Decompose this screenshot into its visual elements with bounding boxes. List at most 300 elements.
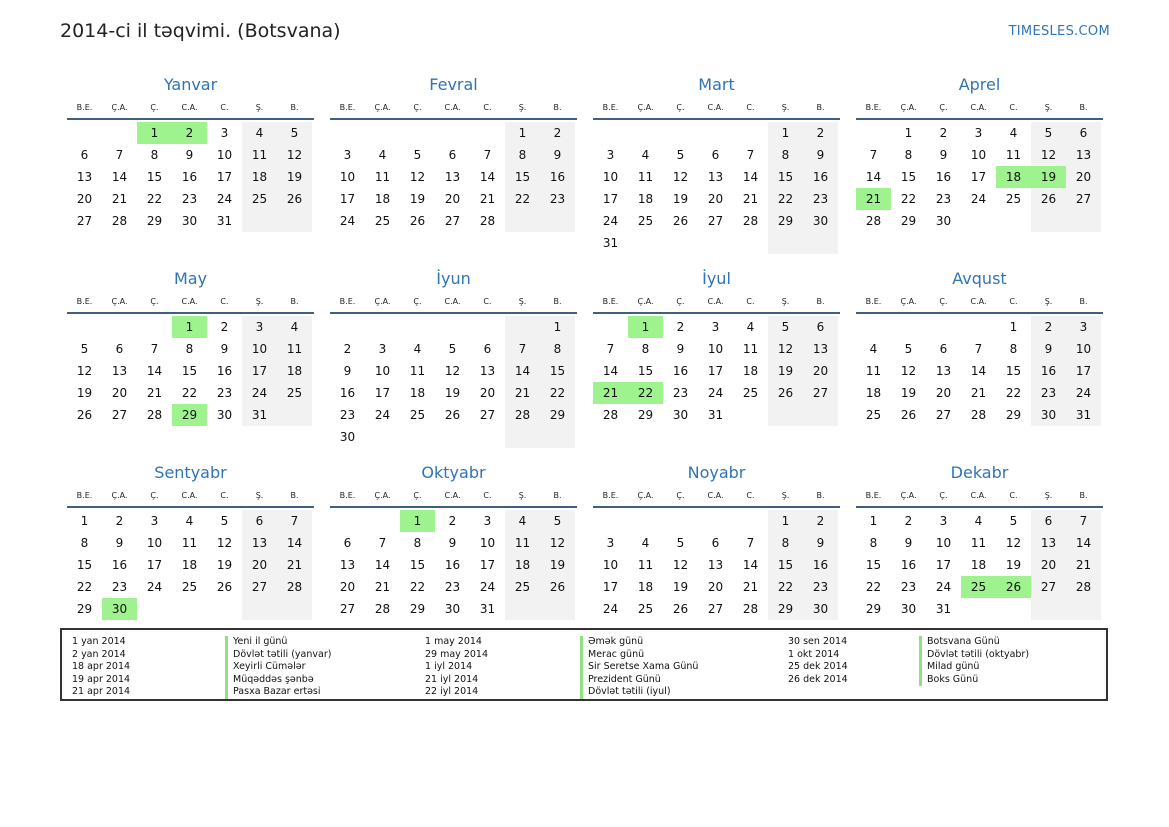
day-cell[interactable]: 3 [220, 126, 229, 140]
day-cell[interactable]: 20 [479, 386, 496, 400]
day-cell[interactable]: 3 [483, 514, 492, 528]
day-cell[interactable]: 11 [181, 536, 198, 550]
day-cell[interactable]: 15 [768, 166, 803, 188]
day-cell[interactable]: 6 [1031, 510, 1066, 532]
day-cell[interactable]: 5 [676, 148, 685, 162]
day-cell[interactable]: 19 [768, 360, 803, 382]
day-cell[interactable]: 17 [146, 558, 163, 572]
day-cell[interactable]: 28 [374, 602, 391, 616]
day-cell[interactable]: 6 [711, 536, 720, 550]
day-cell[interactable]: 27 [242, 576, 277, 598]
day-cell[interactable]: 7 [974, 342, 983, 356]
day-cell[interactable]: 12 [444, 364, 461, 378]
day-cell[interactable]: 28 [277, 576, 312, 598]
day-cell[interactable]: 1 [505, 122, 540, 144]
day-cell[interactable]: 24 [935, 580, 952, 594]
day-cell[interactable]: 20 [803, 360, 838, 382]
day-cell[interactable]: 11 [374, 170, 391, 184]
day-cell[interactable]: 23 [111, 580, 128, 594]
day-cell[interactable]: 3 [378, 342, 387, 356]
day-cell[interactable]: 23 [181, 192, 198, 206]
holiday-day-cell[interactable]: 30 [102, 598, 137, 620]
day-cell[interactable]: 11 [1005, 148, 1022, 162]
day-cell[interactable]: 5 [1009, 514, 1018, 528]
day-cell[interactable]: 18 [181, 558, 198, 572]
day-cell[interactable]: 15 [181, 364, 198, 378]
day-cell[interactable]: 31 [707, 408, 724, 422]
day-cell[interactable]: 1 [768, 122, 803, 144]
day-cell[interactable]: 11 [242, 144, 277, 166]
day-cell[interactable]: 24 [216, 192, 233, 206]
day-cell[interactable]: 2 [540, 122, 575, 144]
day-cell[interactable]: 30 [339, 430, 356, 444]
day-cell[interactable]: 16 [803, 166, 838, 188]
day-cell[interactable]: 5 [676, 536, 685, 550]
day-cell[interactable]: 23 [803, 576, 838, 598]
day-cell[interactable]: 10 [216, 148, 233, 162]
day-cell[interactable]: 13 [339, 558, 356, 572]
day-cell[interactable]: 26 [409, 214, 426, 228]
day-cell[interactable]: 13 [803, 338, 838, 360]
day-cell[interactable]: 11 [637, 170, 654, 184]
holiday-day-cell[interactable]: 29 [172, 404, 207, 426]
day-cell[interactable]: 1 [869, 514, 878, 528]
day-cell[interactable]: 10 [1066, 338, 1101, 360]
day-cell[interactable]: 27 [76, 214, 93, 228]
day-cell[interactable]: 25 [242, 188, 277, 210]
day-cell[interactable]: 17 [970, 170, 987, 184]
day-cell[interactable]: 6 [939, 342, 948, 356]
day-cell[interactable]: 3 [606, 148, 615, 162]
day-cell[interactable]: 6 [483, 342, 492, 356]
day-cell[interactable]: 24 [479, 580, 496, 594]
day-cell[interactable]: 14 [277, 532, 312, 554]
day-cell[interactable]: 8 [540, 338, 575, 360]
day-cell[interactable]: 13 [479, 364, 496, 378]
day-cell[interactable]: 12 [768, 338, 803, 360]
day-cell[interactable]: 14 [602, 364, 619, 378]
day-cell[interactable]: 1 [768, 510, 803, 532]
day-cell[interactable]: 7 [483, 148, 492, 162]
day-cell[interactable]: 16 [444, 558, 461, 572]
day-cell[interactable]: 17 [707, 364, 724, 378]
day-cell[interactable]: 4 [641, 536, 650, 550]
day-cell[interactable]: 26 [277, 188, 312, 210]
day-cell[interactable]: 5 [540, 510, 575, 532]
day-cell[interactable]: 14 [479, 170, 496, 184]
day-cell[interactable]: 4 [185, 514, 194, 528]
day-cell[interactable]: 17 [216, 170, 233, 184]
day-cell[interactable]: 21 [742, 192, 759, 206]
day-cell[interactable]: 18 [865, 386, 882, 400]
day-cell[interactable]: 23 [935, 192, 952, 206]
day-cell[interactable]: 2 [448, 514, 457, 528]
day-cell[interactable]: 3 [711, 320, 720, 334]
day-cell[interactable]: 31 [242, 404, 277, 426]
day-cell[interactable]: 29 [768, 210, 803, 232]
day-cell[interactable]: 2 [1031, 316, 1066, 338]
day-cell[interactable]: 8 [150, 148, 159, 162]
holiday-day-cell[interactable]: 21 [856, 188, 891, 210]
day-cell[interactable]: 17 [935, 558, 952, 572]
day-cell[interactable]: 26 [444, 408, 461, 422]
holiday-day-cell[interactable]: 19 [1031, 166, 1066, 188]
day-cell[interactable]: 19 [277, 166, 312, 188]
day-cell[interactable]: 14 [111, 170, 128, 184]
day-cell[interactable]: 27 [444, 214, 461, 228]
day-cell[interactable]: 19 [1005, 558, 1022, 572]
day-cell[interactable]: 20 [444, 192, 461, 206]
day-cell[interactable]: 10 [707, 342, 724, 356]
day-cell[interactable]: 6 [1066, 122, 1101, 144]
day-cell[interactable]: 5 [277, 122, 312, 144]
day-cell[interactable]: 27 [339, 602, 356, 616]
day-cell[interactable]: 10 [374, 364, 391, 378]
day-cell[interactable]: 4 [378, 148, 387, 162]
day-cell[interactable]: 3 [150, 514, 159, 528]
day-cell[interactable]: 11 [409, 364, 426, 378]
day-cell[interactable]: 27 [707, 602, 724, 616]
day-cell[interactable]: 21 [374, 580, 391, 594]
day-cell[interactable]: 12 [1005, 536, 1022, 550]
day-cell[interactable]: 8 [1009, 342, 1018, 356]
day-cell[interactable]: 2 [939, 126, 948, 140]
day-cell[interactable]: 16 [111, 558, 128, 572]
day-cell[interactable]: 12 [1031, 144, 1066, 166]
day-cell[interactable]: 27 [1066, 188, 1101, 210]
day-cell[interactable]: 20 [707, 192, 724, 206]
day-cell[interactable]: 27 [803, 382, 838, 404]
day-cell[interactable]: 8 [413, 536, 422, 550]
day-cell[interactable]: 3 [343, 148, 352, 162]
day-cell[interactable]: 12 [540, 532, 575, 554]
day-cell[interactable]: 12 [216, 536, 233, 550]
day-cell[interactable]: 9 [220, 342, 229, 356]
day-cell[interactable]: 14 [374, 558, 391, 572]
holiday-day-cell[interactable]: 22 [628, 382, 663, 404]
day-cell[interactable]: 15 [540, 360, 575, 382]
day-cell[interactable]: 18 [277, 360, 312, 382]
day-cell[interactable]: 30 [900, 602, 917, 616]
day-cell[interactable]: 31 [602, 236, 619, 250]
day-cell[interactable]: 5 [80, 342, 89, 356]
day-cell[interactable]: 11 [742, 342, 759, 356]
day-cell[interactable]: 16 [900, 558, 917, 572]
day-cell[interactable]: 1 [904, 126, 913, 140]
day-cell[interactable]: 15 [865, 558, 882, 572]
day-cell[interactable]: 14 [865, 170, 882, 184]
day-cell[interactable]: 24 [374, 408, 391, 422]
day-cell[interactable]: 13 [707, 170, 724, 184]
day-cell[interactable]: 27 [479, 408, 496, 422]
day-cell[interactable]: 24 [602, 214, 619, 228]
day-cell[interactable]: 5 [448, 342, 457, 356]
day-cell[interactable]: 26 [672, 214, 689, 228]
day-cell[interactable]: 2 [803, 122, 838, 144]
day-cell[interactable]: 25 [505, 576, 540, 598]
day-cell[interactable]: 29 [540, 404, 575, 426]
day-cell[interactable]: 15 [409, 558, 426, 572]
day-cell[interactable]: 9 [115, 536, 124, 550]
day-cell[interactable]: 16 [540, 166, 575, 188]
day-cell[interactable]: 13 [707, 558, 724, 572]
day-cell[interactable]: 30 [444, 602, 461, 616]
day-cell[interactable]: 16 [803, 554, 838, 576]
day-cell[interactable]: 29 [900, 214, 917, 228]
day-cell[interactable]: 5 [768, 316, 803, 338]
day-cell[interactable]: 7 [505, 338, 540, 360]
day-cell[interactable]: 8 [185, 342, 194, 356]
day-cell[interactable]: 30 [1031, 404, 1066, 426]
day-cell[interactable]: 6 [242, 510, 277, 532]
day-cell[interactable]: 8 [768, 532, 803, 554]
day-cell[interactable]: 20 [242, 554, 277, 576]
day-cell[interactable]: 25 [1005, 192, 1022, 206]
day-cell[interactable]: 7 [115, 148, 124, 162]
day-cell[interactable]: 5 [904, 342, 913, 356]
day-cell[interactable]: 22 [76, 580, 93, 594]
day-cell[interactable]: 24 [970, 192, 987, 206]
day-cell[interactable]: 7 [869, 148, 878, 162]
day-cell[interactable]: 18 [970, 558, 987, 572]
day-cell[interactable]: 3 [242, 316, 277, 338]
day-cell[interactable]: 4 [869, 342, 878, 356]
day-cell[interactable]: 20 [707, 580, 724, 594]
day-cell[interactable]: 2 [343, 342, 352, 356]
day-cell[interactable]: 22 [409, 580, 426, 594]
day-cell[interactable]: 29 [1005, 408, 1022, 422]
day-cell[interactable]: 21 [277, 554, 312, 576]
day-cell[interactable]: 22 [540, 382, 575, 404]
day-cell[interactable]: 20 [1066, 166, 1101, 188]
day-cell[interactable]: 18 [409, 386, 426, 400]
day-cell[interactable]: 28 [146, 408, 163, 422]
day-cell[interactable]: 11 [505, 532, 540, 554]
day-cell[interactable]: 6 [80, 148, 89, 162]
day-cell[interactable]: 9 [448, 536, 457, 550]
day-cell[interactable]: 18 [374, 192, 391, 206]
day-cell[interactable]: 2 [676, 320, 685, 334]
day-cell[interactable]: 13 [935, 364, 952, 378]
day-cell[interactable]: 26 [216, 580, 233, 594]
holiday-day-cell[interactable]: 2 [172, 122, 207, 144]
day-cell[interactable]: 7 [150, 342, 159, 356]
day-cell[interactable]: 6 [115, 342, 124, 356]
holiday-day-cell[interactable]: 1 [400, 510, 435, 532]
day-cell[interactable]: 9 [939, 148, 948, 162]
holiday-day-cell[interactable]: 1 [172, 316, 207, 338]
day-cell[interactable]: 1 [1009, 320, 1018, 334]
day-cell[interactable]: 7 [277, 510, 312, 532]
day-cell[interactable]: 9 [803, 144, 838, 166]
day-cell[interactable]: 14 [742, 558, 759, 572]
day-cell[interactable]: 13 [76, 170, 93, 184]
day-cell[interactable]: 28 [505, 404, 540, 426]
day-cell[interactable]: 12 [277, 144, 312, 166]
day-cell[interactable]: 9 [343, 364, 352, 378]
day-cell[interactable]: 15 [768, 554, 803, 576]
day-cell[interactable]: 24 [339, 214, 356, 228]
day-cell[interactable]: 4 [974, 514, 983, 528]
holiday-day-cell[interactable]: 1 [137, 122, 172, 144]
day-cell[interactable]: 14 [970, 364, 987, 378]
day-cell[interactable]: 28 [1066, 576, 1101, 598]
day-cell[interactable]: 29 [409, 602, 426, 616]
day-cell[interactable]: 23 [540, 188, 575, 210]
day-cell[interactable]: 4 [413, 342, 422, 356]
day-cell[interactable]: 7 [606, 342, 615, 356]
day-cell[interactable]: 2 [803, 510, 838, 532]
day-cell[interactable]: 22 [505, 188, 540, 210]
day-cell[interactable]: 30 [803, 598, 838, 620]
day-cell[interactable]: 18 [505, 554, 540, 576]
day-cell[interactable]: 16 [339, 386, 356, 400]
day-cell[interactable]: 11 [865, 364, 882, 378]
day-cell[interactable]: 21 [505, 382, 540, 404]
day-cell[interactable]: 8 [768, 144, 803, 166]
day-cell[interactable]: 4 [505, 510, 540, 532]
day-cell[interactable]: 27 [111, 408, 128, 422]
day-cell[interactable]: 13 [444, 170, 461, 184]
day-cell[interactable]: 20 [935, 386, 952, 400]
day-cell[interactable]: 1 [80, 514, 89, 528]
day-cell[interactable]: 6 [448, 148, 457, 162]
day-cell[interactable]: 12 [409, 170, 426, 184]
day-cell[interactable]: 29 [146, 214, 163, 228]
holiday-day-cell[interactable]: 26 [996, 576, 1031, 598]
day-cell[interactable]: 24 [707, 386, 724, 400]
day-cell[interactable]: 6 [711, 148, 720, 162]
day-cell[interactable]: 28 [865, 214, 882, 228]
day-cell[interactable]: 16 [672, 364, 689, 378]
day-cell[interactable]: 27 [1031, 576, 1066, 598]
day-cell[interactable]: 4 [277, 316, 312, 338]
day-cell[interactable]: 18 [637, 192, 654, 206]
day-cell[interactable]: 10 [602, 170, 619, 184]
day-cell[interactable]: 12 [900, 364, 917, 378]
day-cell[interactable]: 22 [865, 580, 882, 594]
day-cell[interactable]: 22 [768, 188, 803, 210]
day-cell[interactable]: 12 [76, 364, 93, 378]
day-cell[interactable]: 25 [277, 382, 312, 404]
day-cell[interactable]: 20 [111, 386, 128, 400]
day-cell[interactable]: 25 [637, 602, 654, 616]
day-cell[interactable]: 31 [216, 214, 233, 228]
day-cell[interactable]: 15 [1005, 364, 1022, 378]
day-cell[interactable]: 15 [505, 166, 540, 188]
day-cell[interactable]: 27 [935, 408, 952, 422]
holiday-day-cell[interactable]: 25 [961, 576, 996, 598]
day-cell[interactable]: 17 [479, 558, 496, 572]
day-cell[interactable]: 10 [242, 338, 277, 360]
day-cell[interactable]: 29 [768, 598, 803, 620]
day-cell[interactable]: 2 [115, 514, 124, 528]
day-cell[interactable]: 25 [637, 214, 654, 228]
day-cell[interactable]: 11 [277, 338, 312, 360]
day-cell[interactable]: 19 [672, 192, 689, 206]
day-cell[interactable]: 26 [900, 408, 917, 422]
day-cell[interactable]: 25 [742, 386, 759, 400]
day-cell[interactable]: 8 [869, 536, 878, 550]
day-cell[interactable]: 1 [540, 316, 575, 338]
day-cell[interactable]: 30 [216, 408, 233, 422]
day-cell[interactable]: 2 [220, 320, 229, 334]
day-cell[interactable]: 28 [111, 214, 128, 228]
day-cell[interactable]: 9 [904, 536, 913, 550]
day-cell[interactable]: 23 [672, 386, 689, 400]
day-cell[interactable]: 30 [672, 408, 689, 422]
day-cell[interactable]: 29 [76, 602, 93, 616]
day-cell[interactable]: 23 [1031, 382, 1066, 404]
day-cell[interactable]: 10 [970, 148, 987, 162]
day-cell[interactable]: 18 [637, 580, 654, 594]
day-cell[interactable]: 24 [1066, 382, 1101, 404]
day-cell[interactable]: 26 [540, 576, 575, 598]
day-cell[interactable]: 8 [80, 536, 89, 550]
day-cell[interactable]: 14 [742, 170, 759, 184]
day-cell[interactable]: 21 [479, 192, 496, 206]
day-cell[interactable]: 23 [803, 188, 838, 210]
day-cell[interactable]: 7 [746, 536, 755, 550]
day-cell[interactable]: 28 [479, 214, 496, 228]
day-cell[interactable]: 30 [803, 210, 838, 232]
day-cell[interactable]: 23 [444, 580, 461, 594]
day-cell[interactable]: 9 [1031, 338, 1066, 360]
day-cell[interactable]: 5 [220, 514, 229, 528]
day-cell[interactable]: 15 [146, 170, 163, 184]
day-cell[interactable]: 6 [343, 536, 352, 550]
holiday-day-cell[interactable]: 1 [628, 316, 663, 338]
day-cell[interactable]: 17 [374, 386, 391, 400]
day-cell[interactable]: 24 [242, 382, 277, 404]
day-cell[interactable]: 2 [904, 514, 913, 528]
day-cell[interactable]: 22 [768, 576, 803, 598]
day-cell[interactable]: 14 [146, 364, 163, 378]
day-cell[interactable]: 17 [339, 192, 356, 206]
day-cell[interactable]: 13 [111, 364, 128, 378]
day-cell[interactable]: 17 [602, 580, 619, 594]
day-cell[interactable]: 25 [865, 408, 882, 422]
day-cell[interactable]: 31 [1066, 404, 1101, 426]
day-cell[interactable]: 11 [637, 558, 654, 572]
day-cell[interactable]: 19 [900, 386, 917, 400]
day-cell[interactable]: 17 [602, 192, 619, 206]
day-cell[interactable]: 13 [242, 532, 277, 554]
day-cell[interactable]: 8 [505, 144, 540, 166]
day-cell[interactable]: 28 [742, 602, 759, 616]
day-cell[interactable]: 22 [146, 192, 163, 206]
day-cell[interactable]: 28 [742, 214, 759, 228]
day-cell[interactable]: 3 [606, 536, 615, 550]
day-cell[interactable]: 12 [672, 558, 689, 572]
day-cell[interactable]: 16 [216, 364, 233, 378]
day-cell[interactable]: 22 [900, 192, 917, 206]
day-cell[interactable]: 27 [707, 214, 724, 228]
day-cell[interactable]: 21 [1066, 554, 1101, 576]
day-cell[interactable]: 10 [935, 536, 952, 550]
day-cell[interactable]: 4 [242, 122, 277, 144]
day-cell[interactable]: 7 [378, 536, 387, 550]
day-cell[interactable]: 4 [641, 148, 650, 162]
day-cell[interactable]: 3 [939, 514, 948, 528]
day-cell[interactable]: 10 [602, 558, 619, 572]
day-cell[interactable]: 26 [672, 602, 689, 616]
day-cell[interactable]: 26 [768, 382, 803, 404]
day-cell[interactable]: 10 [146, 536, 163, 550]
day-cell[interactable]: 17 [1066, 360, 1101, 382]
day-cell[interactable]: 31 [935, 602, 952, 616]
day-cell[interactable]: 5 [1031, 122, 1066, 144]
